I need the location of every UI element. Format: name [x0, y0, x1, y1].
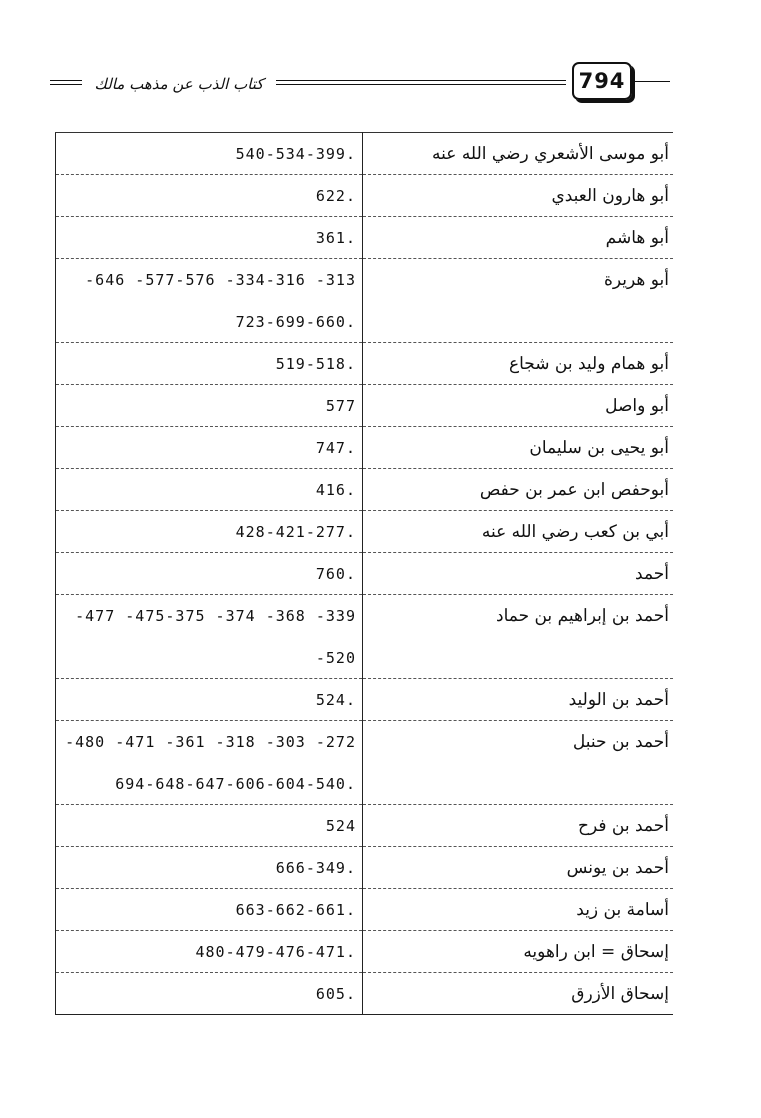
page-references: [56, 931, 362, 965]
page-references: [56, 217, 362, 251]
header-rule: [50, 84, 82, 85]
table-row: [56, 805, 674, 847]
table-row: [56, 847, 674, 889]
header-rule: [50, 80, 82, 81]
person-name-cell: [363, 805, 674, 847]
person-name: أبو هاشم: [605, 228, 669, 248]
page-references: [56, 847, 362, 881]
person-name-cell: [363, 973, 674, 1015]
page-references: [56, 259, 362, 335]
page-references-cell: [56, 343, 363, 385]
table-row: [56, 511, 674, 553]
page-references-cell: [56, 469, 363, 511]
person-name-cell: [363, 469, 674, 511]
header-rule: [276, 84, 566, 85]
page-references: [56, 553, 362, 587]
person-name: أبو موسى الأشعري رضي الله عنه: [432, 144, 669, 164]
table-row: [56, 217, 674, 259]
page-reference-line: 622.: [315, 187, 356, 205]
table-row: [56, 721, 674, 805]
page-references-cell: [56, 385, 363, 427]
person-name-cell: [363, 553, 674, 595]
page-reference-line: 524: [325, 817, 356, 835]
table-row: [56, 553, 674, 595]
table-row: [56, 469, 674, 511]
page-references-cell: [56, 679, 363, 721]
page-references-cell: [56, 175, 363, 217]
page-references-cell: [56, 133, 363, 175]
page-references-cell: [56, 259, 363, 343]
header-rule: [276, 80, 566, 81]
page-references-cell: [56, 931, 363, 973]
person-name-cell: [363, 931, 674, 973]
person-name-cell: [363, 133, 674, 175]
person-name: أسامة بن زيد: [576, 900, 669, 920]
page-references: [56, 721, 362, 797]
page-reference-line: 723-699-660.: [235, 313, 356, 331]
person-name: أبوحفص ابن عمر بن حفص: [479, 480, 669, 500]
page-references: [56, 889, 362, 923]
person-name: أبو يحيى بن سليمان: [529, 438, 669, 458]
page-references: [56, 973, 362, 1007]
page-references: [56, 805, 362, 839]
table-row: [56, 175, 674, 217]
page-references-cell: [56, 721, 363, 805]
page-reference-line: 747.: [315, 439, 356, 457]
person-name-cell: [363, 721, 674, 805]
page-reference-line: 663-662-661.: [235, 901, 356, 919]
page-references: [56, 175, 362, 209]
page-references: [56, 595, 362, 671]
page-references: [56, 511, 362, 545]
person-name-cell: [363, 385, 674, 427]
page-references: [56, 469, 362, 503]
page-reference-line: 428-421-277.: [235, 523, 356, 541]
table-row: [56, 427, 674, 469]
page-header: [0, 0, 761, 110]
page-reference-line: 760.: [315, 565, 356, 583]
table-row: [56, 343, 674, 385]
table-row: [56, 595, 674, 679]
page-references-cell: [56, 427, 363, 469]
page-reference-line: 540-534-399.: [235, 145, 356, 163]
person-name: أحمد بن فرح: [578, 816, 669, 836]
table-row: [56, 679, 674, 721]
page-reference-line: 416.: [315, 481, 356, 499]
person-name: أحمد بن حنبل: [572, 732, 669, 752]
person-name-cell: [363, 427, 674, 469]
page-references-cell: [56, 511, 363, 553]
table-row: [56, 973, 674, 1015]
page-references: [56, 385, 362, 419]
page-reference-line: 605.: [315, 985, 356, 1003]
page-reference-line: 694-648-647-606-604-540.: [115, 775, 356, 793]
header-rule: [632, 81, 670, 82]
book-title: كتاب الذب عن مذهب مالك: [94, 75, 264, 93]
person-name-cell: [363, 595, 674, 679]
page-references: [56, 679, 362, 713]
page-reference-line: 361.: [315, 229, 356, 247]
table-row: [56, 133, 674, 175]
page-reference-line: -480 -471 -361 -318 -303 -272: [65, 733, 356, 751]
person-name: أحمد بن الوليد: [568, 690, 669, 710]
person-name-cell: [363, 343, 674, 385]
page-reference-line: 666-349.: [275, 859, 356, 877]
page-reference-line: 480-479-476-471.: [195, 943, 356, 961]
person-name-cell: [363, 175, 674, 217]
page-reference-line: 519-518.: [275, 355, 356, 373]
person-name-cell: [363, 889, 674, 931]
person-name-cell: [363, 217, 674, 259]
table-row: [56, 889, 674, 931]
page-references-cell: [56, 217, 363, 259]
person-name: إسحاق = ابن راهويه: [523, 942, 669, 962]
page-references: [56, 343, 362, 377]
page-reference-line: -520: [315, 649, 356, 667]
page-references-cell: [56, 889, 363, 931]
page-number: 794: [572, 62, 632, 100]
person-name-cell: [363, 679, 674, 721]
page-references-cell: [56, 973, 363, 1015]
page-reference-line: -646 -577-576 -334-316 -313: [85, 271, 356, 289]
person-name: أبو هارون العبدي: [551, 186, 669, 206]
person-name-cell: [363, 511, 674, 553]
person-name: أبو واصل: [605, 396, 669, 416]
person-name: أبي بن كعب رضي الله عنه: [481, 522, 669, 542]
person-name: أحمد بن يونس: [566, 858, 669, 878]
page-references-cell: [56, 805, 363, 847]
page-references: [56, 427, 362, 461]
person-name: إسحاق الأزرق: [571, 984, 669, 1004]
table-row: [56, 931, 674, 973]
page-reference-line: -477 -475-375 -374 -368 -339: [75, 607, 356, 625]
page-references: [56, 133, 362, 167]
page-reference-line: 577: [325, 397, 356, 415]
person-name: أحمد بن إبراهيم بن حماد: [496, 606, 669, 626]
table-row: [56, 259, 674, 343]
person-name: أبو هريرة: [603, 270, 669, 290]
person-name: أحمد: [635, 564, 669, 584]
person-name-cell: [363, 847, 674, 889]
page-references-cell: [56, 553, 363, 595]
index-table: [55, 132, 673, 1015]
table-row: [56, 385, 674, 427]
page-references-cell: [56, 595, 363, 679]
person-name-cell: [363, 259, 674, 343]
person-name: أبو همام وليد بن شجاع: [508, 354, 669, 374]
page-references-cell: [56, 847, 363, 889]
page-reference-line: 524.: [315, 691, 356, 709]
